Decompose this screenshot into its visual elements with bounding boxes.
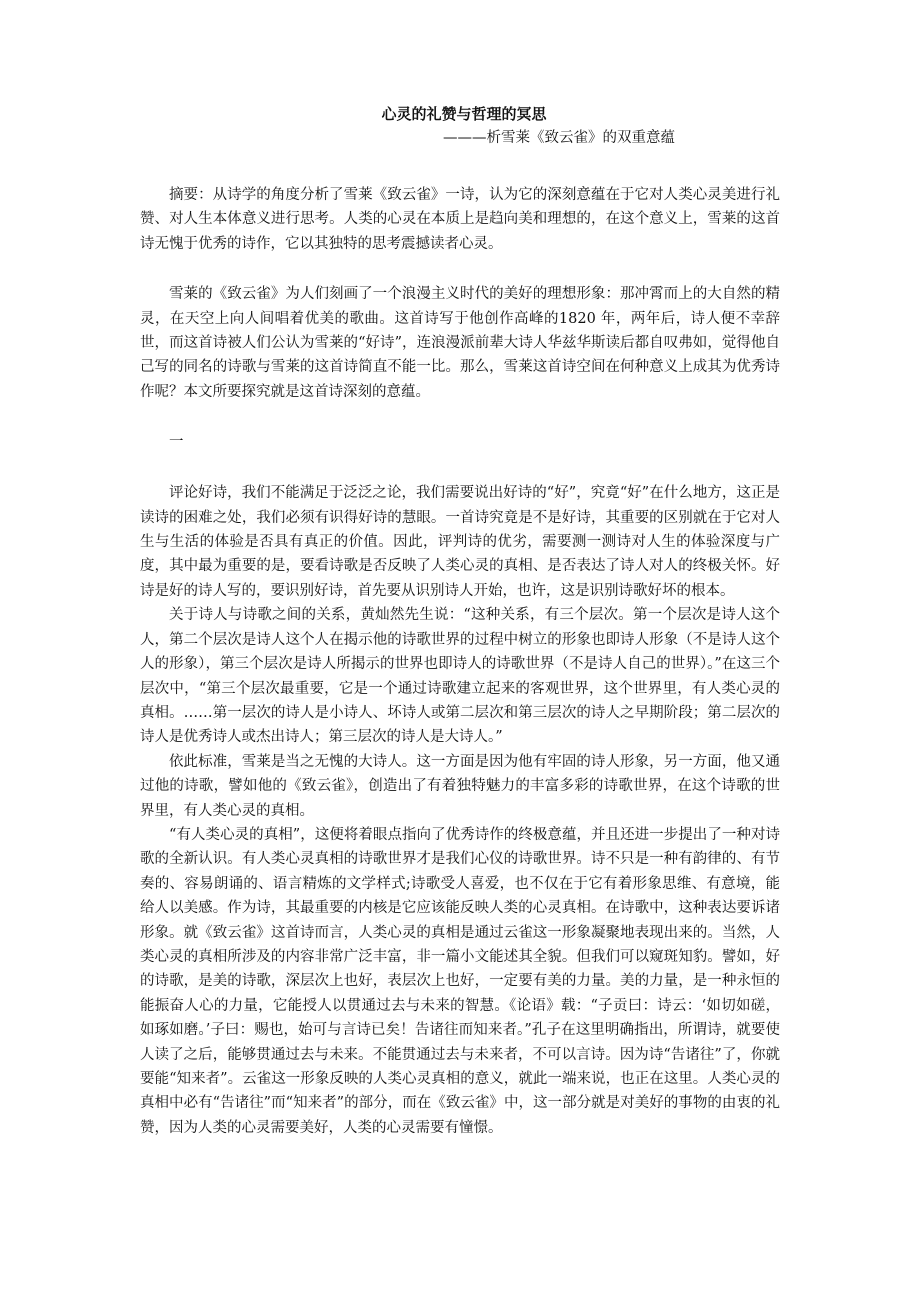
intro-paragraph: 雪莱的《致云雀》为人们刻画了一个浪漫主义时代的美好的理想形象：那冲霄而上的大自然的精灵，在天空上向人间唱着优美的歌曲。这首诗写于他创作高峰的1820 年，两年后，诗人便不幸辞世，而这首诗被人们公认为雪莱的“好诗”，连浪漫派前辈大诗人华兹华斯读后都自叹弗如，觉得他自己写的同名的诗歌与雪莱的这首诗简直不能一比。那么，雪莱这首诗空间在何种意义上成其为优秀诗作呢？本文所要探究就是这首诗深刻的意蕴。 (140, 286, 780, 400)
document-title: 心灵的礼赞与哲理的冥思 (381, 105, 547, 123)
section-number: 一 (169, 434, 184, 451)
document-subtitle: ———析雪莱《致云雀》的双重意蕴 (443, 130, 675, 146)
body-paragraph-2: 关于诗人与诗歌之间的关系，黄灿然先生说：“这种关系，有三个层次。第一个层次是诗人这个人，第二个层次是诗人这个人在揭示他的诗歌世界的过程中树立的形象也即诗人形象（不是诗人这个人的形象），第三个层次是诗人所揭示的世界也即诗人的诗歌世界（不是诗人自己的世界）。”在这三个层次中，“第三个层次最重要，它是一个通过诗歌建立起来的客观世界，这个世界里，有人类心灵的真相。……第一层次的诗人是小诗人、坏诗人或第二层次和第三层次的诗人之早期阶段；第二层次的诗人是优秀诗人或杰出诗人；第三层次的诗人是大诗人。” (140, 607, 780, 746)
body-paragraph-4: “有人类心灵的真相”，这便将着眼点指向了优秀诗作的终极意蕴，并且还进一步提出了一种对诗歌的全新认识。有人类心灵真相的诗歌世界才是我们心仪的诗歌世界。诗不只是一种有韵律的、有节奏的、容易朗诵的、语言精炼的文学样式;诗歌受人喜爱，也不仅在于它有着形象思维、有意境，能给人以美感。作为诗，其最重要的内核是它应该能反映人类的心灵真相。在诗歌中，这种表达要诉诸形象。就《致云雀》这首诗而言，人类心灵的真相是通过云雀这一形象凝聚地表现出来的。当然，人类心灵的真相所涉及的内容非常广泛丰富，非一篇小文能述其全貌。但我们可以窥斑知豹。譬如，好的诗歌，是美的诗歌，深层次上也好，表层次上也好，一定要有美的力量。美的力量，是一种永恒的能振奋人心的力量，它能授人以贯通过去与未来的智慧。《论语》载：“子贡曰：诗云：‘如切如磋，如琢如磨。’子曰：赐也，始可与言诗已矣！告诸往而知来者。”孔子在这里明确指出，所谓诗，就要使人读了之后，能够贯通过去与未来。不能贯通过去与未来者，不可以言诗。因为诗“告诸往”了，你就要能“知来者”。云雀这一形象反映的人类心灵真相的意义，就此一端来说，也正在这里。人类心灵的真相中必有“告诸往”而“知来者”的部分，而在《致云雀》中，这一部分就是对美好的事物的由衷的礼赞，因为人类的心灵需要美好，人类的心灵需要有憧憬。 (140, 826, 780, 1136)
spacer (140, 454, 780, 481)
spacer (140, 404, 780, 430)
spacer (140, 256, 780, 282)
abstract-paragraph: 摘要：从诗学的角度分析了雪莱《致云雀》一诗，认为它的深刻意蕴在于它对人类心灵美进行礼赞、对人生本体意义进行思考。人类的心灵在本质上是趋向美和理想的，在这个意义上，雪莱的这首诗无愧于优秀的诗作，它以其独特的思考震撼读者心灵。 (140, 187, 780, 252)
document-page (140, 102, 780, 1140)
body-paragraph-3: 依此标准，雪莱是当之无愧的大诗人。这一方面是因为他有牢固的诗人形象，另一方面，他又通过他的诗歌，譬如他的《致云雀》，创造出了有着独特魅力的丰富多彩的诗歌世界，在这个诗歌的世界里，有人类心灵的真相。 (140, 753, 780, 819)
spacer (140, 150, 780, 183)
body-paragraph-1: 评论好诗，我们不能满足于泛泛之论，我们需要说出好诗的“好”，究竟“好”在什么地方，这正是读诗的困难之处，我们必须有识得好诗的慧眼。一首诗究竟是不是好诗，其重要的区别就在于它对人生与生活的体验是否具有真正的价值。因此，评判诗的优劣，需要测一测诗对人生的体验深度与广度，其中最为重要的是，要看诗歌是否反映了人类心灵的真相、是否表达了诗人对人的终极关怀。好诗是好的诗人写的，要识别好诗，首先要从识别诗人开始，也许，这是识别诗歌好坏的根本。 (140, 485, 780, 599)
